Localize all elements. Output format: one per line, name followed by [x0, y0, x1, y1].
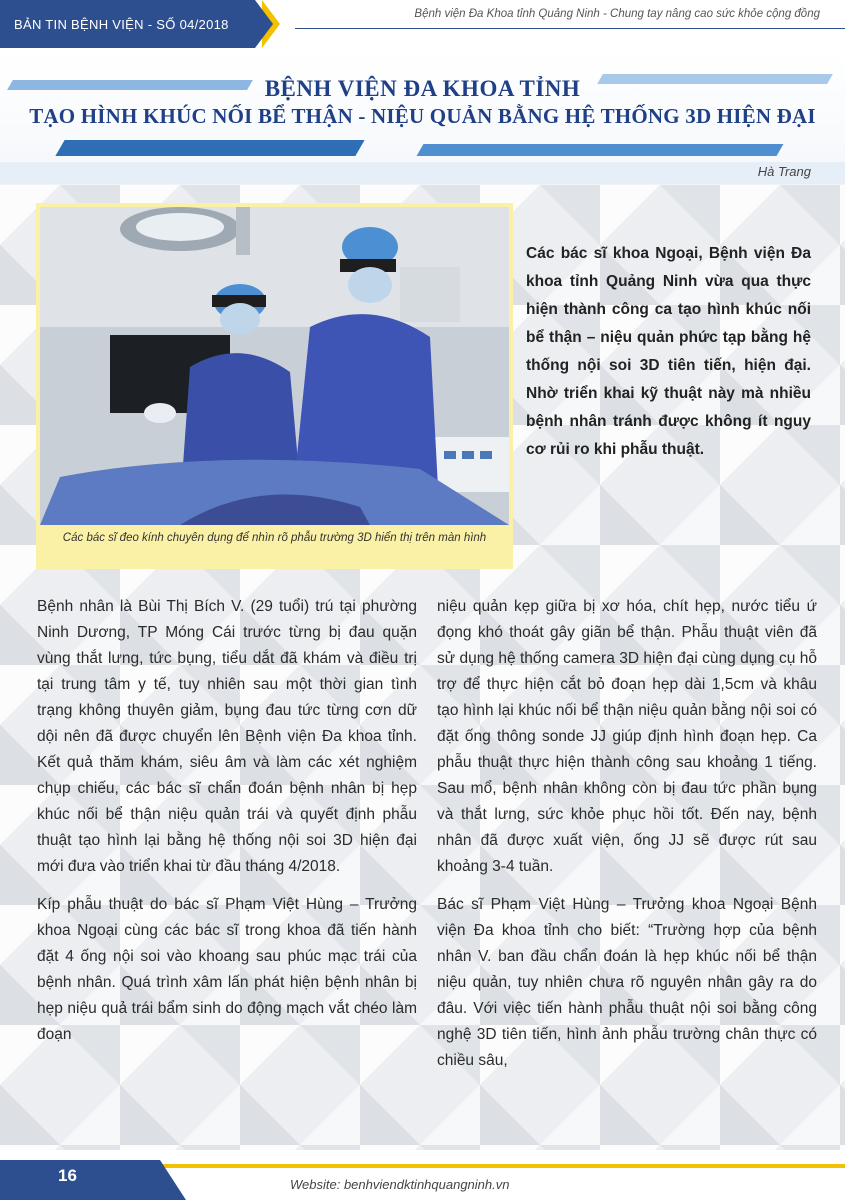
paragraph: Bác sĩ Phạm Việt Hùng – Trưởng khoa Ngoại Bệnh viện Đa khoa tỉnh cho biết: “Trường hợp của bệnh nhân V. ban đầu chẩn đoán là hẹp khúc nối bể thận niệu quản, tuy nhiên chưa rõ nguyên nhân gây ra do đâu. Với việc tiến hành phẫu thuật nội soi bằng công nghệ 3D tiên tiến, hình ảnh phẫu trường chân thực có chiều sâu,: [437, 896, 817, 1069]
banner-stripe: [417, 144, 784, 156]
photo-caption: Các bác sĩ đeo kính chuyên dụng để nhìn rõ phẫu trường 3D hiển thị trên màn hình: [62, 532, 487, 544]
paragraph: niệu quản kẹp giữa bị xơ hóa, chít hẹp, nước tiểu ứ đọng khó thoát gây giãn bể thận. Phẫu thuật viên đã sử dụng hệ thống camera 3D hiện đại cùng dụng cụ hỗ trợ để thực hiện cắt bỏ đoạn hẹp dài 1,5cm và khâu tạo hình lại khúc nối bể thận niệu quản bằng nội soi có đặt ống thông sonde JJ giúp định hình đoạn hẹp. Ca phẫu thuật thực hiện thành công sau khoảng 1 tiếng. Sau mổ, bệnh nhân không còn bị đau tức phần bụng và thắt lưng, sức khỏe phục hồi tốt. Đến nay, bệnh nhân đã được xuất viện, ống JJ sẽ được rút sau khoảng 3-4 tuần.: [437, 598, 817, 875]
footer-stripe: [150, 1164, 845, 1168]
surgery-photo-illustration: [40, 207, 509, 525]
paragraph: Kíp phẫu thuật do bác sĩ Phạm Việt Hùng – Trưởng khoa Ngoại cùng các bác sĩ trong khoa đã tiến hành đặt 4 ống nội soi vào khoang sau phúc mạc trái của bệnh nhân. Quá trình xâm lấn phát hiện bệnh nhân bị hẹp niệu quả trái bẩm sinh do động mạch vắt chéo làm đoạn: [37, 896, 417, 1043]
article-title: [0, 76, 845, 129]
title-line-1: BỆNH VIỆN ĐA KHOA TỈNH: [264, 76, 581, 101]
title-line-2: TẠO HÌNH KHÚC NỐI BỂ THẬN - NIỆU QUẢN BẰNG HỆ THỐNG 3D HIỆN ĐẠI: [29, 104, 816, 128]
body-column-right: [437, 594, 817, 1086]
top-header: [0, 0, 845, 52]
body-column-left: [37, 594, 417, 1060]
banner-stripe: [55, 140, 364, 156]
header-arrow-blue: [255, 0, 273, 48]
page-number: 16: [58, 1166, 77, 1185]
header-slogan: Bệnh viện Đa Khoa tỉnh Quảng Ninh - Chung tay nâng cao sức khỏe cộng đồng: [414, 8, 820, 20]
photo-frame: [36, 203, 513, 569]
website-link[interactable]: Website: benhviendktinhquangninh.vn: [290, 1177, 510, 1192]
article-author: Hà Trang: [757, 164, 811, 179]
header-divider: [295, 28, 845, 29]
footer-page-tab: [0, 1160, 160, 1200]
paragraph: Bệnh nhân là Bùi Thị Bích V. (29 tuổi) trú tại phường Ninh Dương, TP Móng Cái trước từng bị đau quặn vùng thắt lưng, tức bụng, tiểu dắt đã khám và điều trị tại trung tâm y tế, tuy nhiên sau một thời gian tình trạng không thuyên giảm, bụng đau tức từng cơn dữ dội nên đã được chuyển lên Bệnh viện Đa khoa tỉnh. Kết quả thăm khám, siêu âm và làm các xét nghiệm chụp chiếu, các bác sĩ chẩn đoán bệnh nhân bị hẹp khúc nối bể thận niệu quản trái và quyết định phẫu thuật tạo hình lại bằng hệ thống nội soi 3D hiện đại mới đưa vào triển khai từ đầu tháng 4/2018.: [37, 598, 417, 875]
surgery-photo: [40, 207, 509, 525]
issue-label: BẢN TIN BỆNH VIỆN - SỐ 04/2018: [0, 0, 255, 48]
banner-stripe: [0, 162, 845, 184]
article-lead: Các bác sĩ khoa Ngoại, Bệnh viện Đa khoa tỉnh Quảng Ninh vừa qua thực hiện thành công ca tạo hình khúc nối bể thận – niệu quản phức tạp bằng hệ thống nội soi 3D tiên tiến, hiện đại. Nhờ triển khai kỹ thuật này mà nhiều bệnh nhân tránh được không ít nguy cơ rủi ro khi phẫu thuật.: [526, 245, 811, 458]
title-banner: [0, 52, 845, 184]
footer-tab-edge: [160, 1160, 186, 1200]
